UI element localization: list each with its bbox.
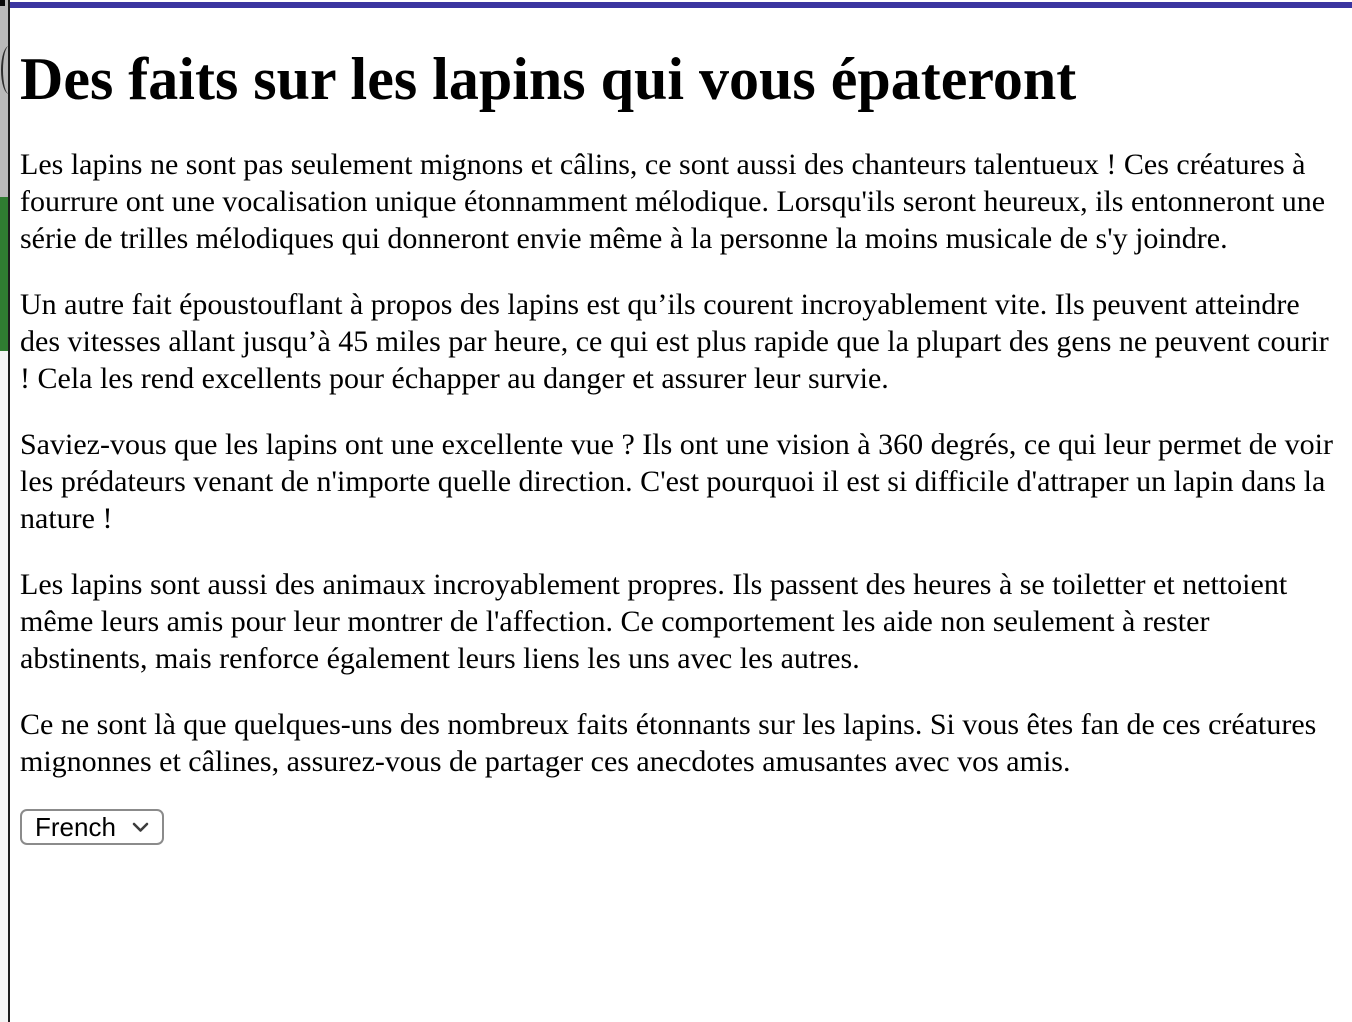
window-edge-gray-segment — [0, 0, 8, 197]
language-select[interactable] — [20, 809, 164, 845]
window-edge-light-segment — [0, 351, 8, 1022]
article-paragraph: Ce ne sont là que quelques-uns des nombreux faits étonnants sur les lapins. Si vous êtes fan de ces créatures mignonnes et câlines, assurez-vous de partager ces anecdotes amusantes avec vos amis. — [20, 708, 1317, 778]
article-paragraph: Un autre fait époustouflant à propos des lapins est qu’ils courent incroyablement vite. Ils peuvent atteindre des vitesses allant jusqu’à 45 miles par heure, ce qui est plus rapide que la plupart des gens ne peuvent courir ! Cela les rend excellents pour échapper au danger et assurer leur survie. — [20, 288, 1329, 395]
page-title: Des faits sur les lapins qui vous épateront — [20, 46, 1077, 112]
language-select-row — [20, 809, 1338, 845]
article-paragraph: Les lapins sont aussi des animaux incroyablement propres. Ils passent des heures à se toiletter et nettoient même leurs amis pour leur montrer de l'affection. Ce comportement les aide non seulement à rester abstinents, mais renforce également leurs liens les uns avec les autres. — [20, 568, 1288, 675]
chevron-down-icon — [132, 822, 149, 833]
article-paragraph: Les lapins ne sont pas seulement mignons et câlins, ce sont aussi des chanteurs talentueux ! Ces créatures à fourrure ont une vocalisation unique étonnamment mélodique. Lorsqu'ils seront heureux, ils entonneront une série de trilles mélodiques qui donneront envie même à la personne la moins musicale de s'y joindre. — [20, 148, 1326, 255]
window-edge-strip — [0, 0, 8, 1022]
article-paragraph: Saviez-vous que les lapins ont une excellente vue ? Ils ont une vision à 360 degrés, ce qui leur permet de voir les prédateurs venant de n'importe quelle direction. C'est pourquoi il est si difficile d'attraper un lapin dans la nature ! — [20, 428, 1333, 535]
window-corner-fragment — [0, 0, 5, 6]
window-edge-green-segment — [0, 197, 8, 351]
article-content — [10, 8, 1352, 845]
language-select-value: French — [35, 811, 116, 842]
